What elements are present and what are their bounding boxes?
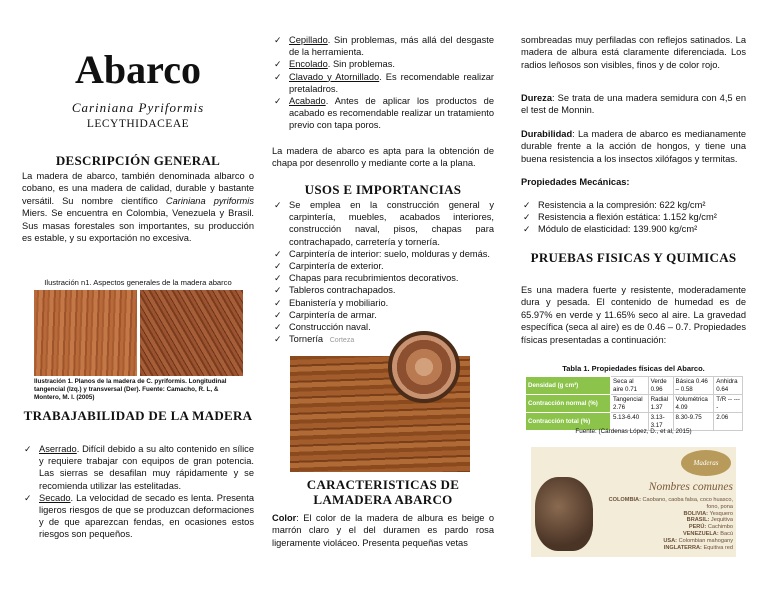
properties-table <box>525 376 743 431</box>
description-part-1: La madera de abarco, también denominada albarco o cobano, es una madera de calidad, durable y bastante versátil. Su nombre científico <box>22 171 254 206</box>
table-cell: Tangencial 2.76 <box>611 395 649 413</box>
list-item: ✓ Acabado. Antes de aplicar los productos de acabado es recomendable realizar un tratamiento previo con tapa poros. <box>272 95 494 132</box>
list-item: ✓ Carpintería de armar. <box>272 309 494 321</box>
table-cell: Seca al aire 0.71 <box>611 377 649 395</box>
table-cell: Volumétrica 4.09 <box>673 395 714 413</box>
description-text <box>22 170 254 244</box>
table-cell: Básica 0.46 – 0.58 <box>673 377 714 395</box>
table-cell: 5.13-6.40 <box>611 413 649 431</box>
table-row-label: Densidad (g cm³) <box>526 377 611 395</box>
description-part-2: Miers. Se encuentra en Colombia, Venezuela y Brasil. Sus masas forestales son importantes, su producción es estable, y su exportación no excesiva. <box>22 208 254 244</box>
list-item: ✓ Chapas para recubrimientos decorativos. <box>272 272 494 284</box>
table-cell: 3.13-3.17 <box>648 413 673 431</box>
list-item: BOLIVIA: Yesquero <box>683 510 733 517</box>
table-cell: T/R -- ---- <box>714 395 743 413</box>
list-item: COLOMBIA: Caobano, caoba falsa, coco huasco, fono, pona <box>608 497 733 510</box>
page-title: Abarco <box>75 47 201 92</box>
table-cell: 2.06 <box>714 413 743 431</box>
color-text-continued: sombreadas muy perfiladas con reflejos satinados. La madera de albura está claramente diferenciada. Los radios leñosos son visibles, finos y de color rojo. <box>521 35 746 70</box>
workability-list-continued <box>272 34 494 132</box>
list-item: ✓ Cepillado. Sin problemas, más allá del desgaste de la herramienta. <box>272 34 494 58</box>
scientific-name: Cariniana Pyriformis <box>71 100 205 115</box>
mechanical-list <box>521 199 746 236</box>
description-heading: DESCRIPCIÓN GENERAL <box>55 153 221 168</box>
list-item: ✓ Carpintería de interior: suelo, molduras y demás. <box>272 248 494 260</box>
tests-heading: PRUEBAS FISICAS Y QUIMICAS <box>530 250 737 265</box>
table-cell: Radial 1.37 <box>648 395 673 413</box>
list-item: ✓ Clavado y Atornillado. Es recomendable realizar pretaladros. <box>272 71 494 95</box>
family-name: LECYTHIDACEAE <box>86 118 190 130</box>
workability-heading: TRABAJABILIDAD DE LA MADERA <box>23 408 253 423</box>
list-item: ✓ Construcción naval. <box>272 321 494 333</box>
list-item: BRASIL: Jequitiva <box>686 517 733 524</box>
log-photo <box>535 477 593 551</box>
list-item: ✓ Resistencia a flexión estática: 1.152 kg/cm² <box>521 211 746 223</box>
list-item: VENEZUELA: Bacú <box>682 530 733 537</box>
list-item: ✓ Carpintería de exterior. <box>272 260 494 272</box>
dureza-text: Dureza: Se trata de una madera semidura con 4,5 en el test de Monnin. <box>521 93 746 116</box>
wood-photo-transverse <box>140 290 243 376</box>
list-item: ✓ Resistencia a la compresión: 622 kg/cm² <box>521 199 746 211</box>
table-row-label: Contracción total (%) <box>526 413 611 431</box>
tests-text: Es una madera fuerte y resistente, moderadamente dura y pesada. El contenido de humedad es de 65.97% en verde y 11.65% seco al aire. La gravedad específica (seca al aire) es de 0.46 – 0.7. Propiedades físicas presentadas a continuación: <box>521 285 746 345</box>
workability-list <box>22 443 254 541</box>
column-right <box>521 0 746 594</box>
list-item: PERÚ: Cachimbo <box>688 524 733 531</box>
list-item: INGLATERRA: Equitiva red <box>663 544 733 551</box>
common-names-badge <box>531 447 736 557</box>
list-item: ✓ Encolado. Sin problemas. <box>272 58 494 70</box>
uses-heading: USOS E IMPORTANCIAS <box>304 182 462 197</box>
badge-heading: Nombres comunes <box>648 481 733 493</box>
chapa-text: La madera de abarco es apta para la obtención de chapa por desenrollo y mediante corte a la plana. <box>272 146 494 169</box>
characteristics-heading: CARACTERISTICAS DE LAMADERA ABARCO <box>306 477 460 507</box>
description-scientific: Cariniana pyriformis <box>165 195 254 206</box>
table-row <box>526 395 743 413</box>
common-names-list <box>597 497 733 551</box>
color-text: Color: El color de la madera de albura es beige o marrón claro y el del duramen es pardo rosa ligeramente violáceo. Presenta pequeñas vetas <box>272 513 494 548</box>
list-item: ✓ Tornería Corteza <box>272 333 494 347</box>
bark-log-photo <box>388 331 460 403</box>
figure-caption: Ilustración 1. Planos de la madera de C. pyriformis. Longitudinal tangencial (Izq.) y transversal (Der). Fuente: Camacho, R. L, & Montero, M. I. (2005) <box>34 378 227 401</box>
list-item: ✓ Ebanistería y mobiliario. <box>272 297 494 309</box>
list-item: ✓ Aserrado. Difícil debido a su alto contenido en sílice y requiere trabajar con equipos de gran potencia. Las sierras se desafilan muy rápidamente y se recomienda utilizar las estelitadas. <box>22 443 254 492</box>
corteza-label: Corteza <box>329 337 355 345</box>
table-source: Fuente: (Cárdenas López, D., et al, 2015) <box>575 428 692 435</box>
wood-photo-tangential <box>34 290 137 376</box>
durabilidad-text: Durabilidad: La madera de abarco es medianamente durable frente a la acción de hongos, y tiene una buena resistencia a los insectos xilófagos y termitas. <box>521 129 746 164</box>
list-item: USA: Colombian mahogany <box>663 537 733 544</box>
table-cell: 8.30-9.75 <box>673 413 714 431</box>
table-title: Tabla 1. Propiedades físicas del Abarco. <box>562 364 705 373</box>
table-cell: Anhidra 0.64 <box>714 377 743 395</box>
table-row <box>526 377 743 395</box>
uses-list <box>272 199 494 347</box>
column-left <box>22 0 254 594</box>
list-item: ✓ Secado. La velocidad de secado es lenta. Presenta ligeros riesgos de que se produzcan deformaciones y de que aparezcan fendas, en ocasiones estos riesgos son pequeños. <box>22 492 254 541</box>
mechanical-heading: Propiedades Mecánicas: <box>521 177 630 187</box>
column-middle <box>272 0 494 594</box>
table-cell: Verde 0.96 <box>648 377 673 395</box>
list-item: ✓ Módulo de elasticidad: 139.900 kg/cm² <box>521 223 746 235</box>
figure-title: Ilustración n1. Aspectos generales de la madera abarco <box>44 278 232 287</box>
list-item: ✓ Se emplea en la construcción general y carpintería, muebles, acabados interiores, construcción naval, pisos, chapas para contrachapado, carretería y tornería. <box>272 199 494 248</box>
list-item: ✓ Tableros contrachapados. <box>272 284 494 296</box>
table-row-label: Contracción normal (%) <box>526 395 611 413</box>
brand-seal: Maderas <box>681 450 731 476</box>
